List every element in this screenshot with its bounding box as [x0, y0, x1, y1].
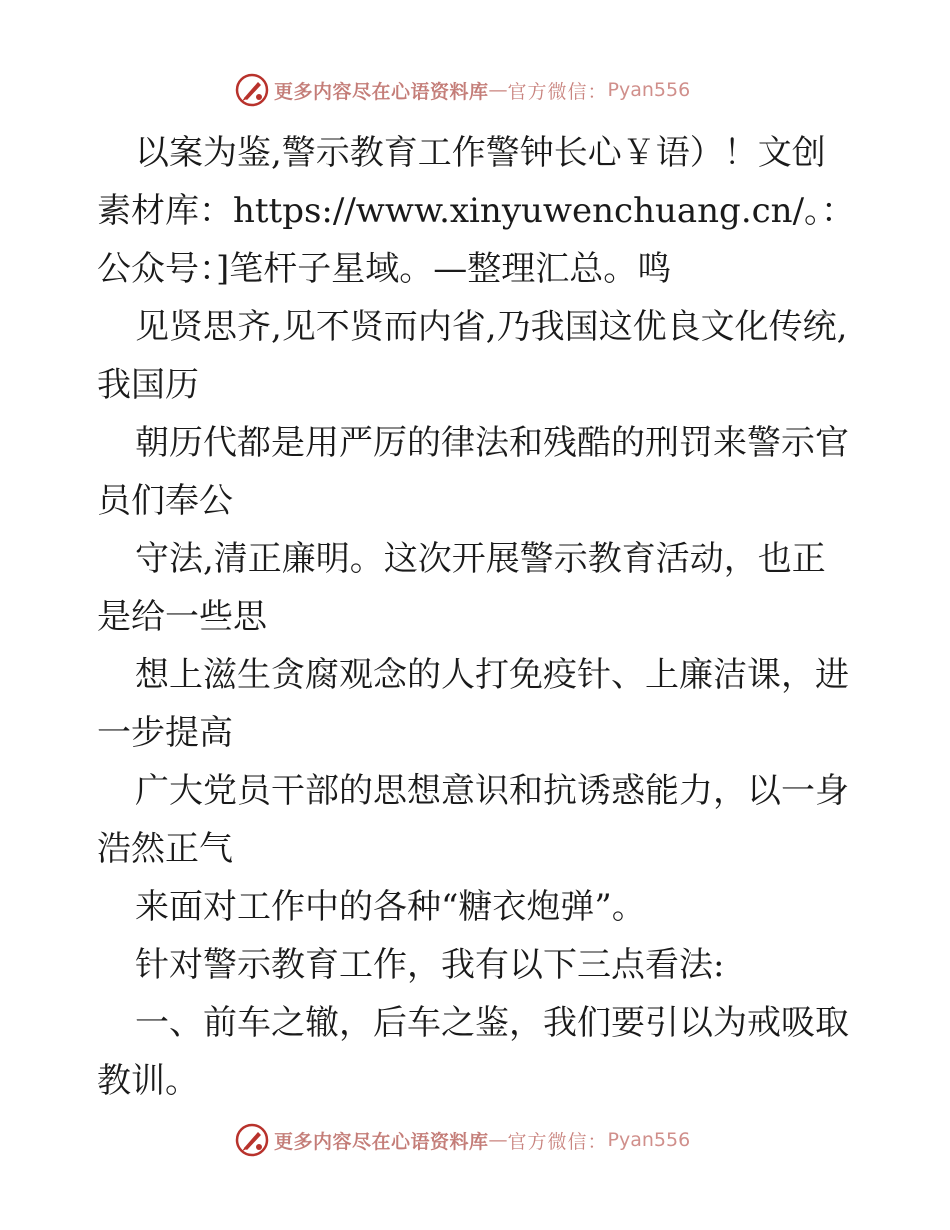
footer-banner — [234, 1121, 690, 1159]
paragraph: 想上滋生贪腐观念的人打免疫针、上廉洁课，进一步提高 — [97, 655, 849, 753]
quill-pen-logo-icon — [234, 1122, 270, 1158]
paragraph: 朝历代都是用严厉的律法和残酷的刑罚来警示官员们奉公 — [97, 423, 849, 521]
banner-wechat-label: 官方微信： — [507, 1130, 608, 1153]
banner-separator: — — [488, 1129, 508, 1151]
banner-wechat-id: Pyan556 — [607, 79, 691, 101]
banner-wechat-label: 官方微信： — [507, 80, 608, 103]
document-body — [97, 124, 857, 1110]
paragraph: 守法,清正廉明。这次开展警示教育活动，也正是给一些思 — [97, 539, 826, 637]
paragraph: 来面对工作中的各种“糖衣炮弹”。 — [135, 887, 646, 927]
paragraph: 一、前车之辙，后车之鉴，我们要引以为戒吸取教训。 — [97, 1003, 849, 1101]
banner-separator: — — [488, 79, 508, 101]
banner-main-text: 更多内容尽在心语资料库 — [274, 1130, 489, 1153]
paragraph: 见贤思齐,见不贤而内省,乃我国这优良文化传统,我国历 — [97, 307, 848, 405]
paragraph: 以案为鉴,警示教育工作警钟长心￥语）！文创素材库：https://www.xinyuwenchuang.cn/。：公众号：]笔杆子星域。—整理汇总。鸣 — [97, 133, 856, 289]
paragraph: 广大党员干部的思想意识和抗诱惑能力，以一身浩然正气 — [97, 771, 849, 869]
quill-pen-logo-icon — [234, 72, 270, 108]
paragraph: 针对警示教育工作，我有以下三点看法: — [135, 945, 725, 985]
banner-main-text: 更多内容尽在心语资料库 — [274, 80, 489, 103]
banner-wechat-id: Pyan556 — [607, 1129, 691, 1151]
header-banner — [234, 71, 690, 109]
